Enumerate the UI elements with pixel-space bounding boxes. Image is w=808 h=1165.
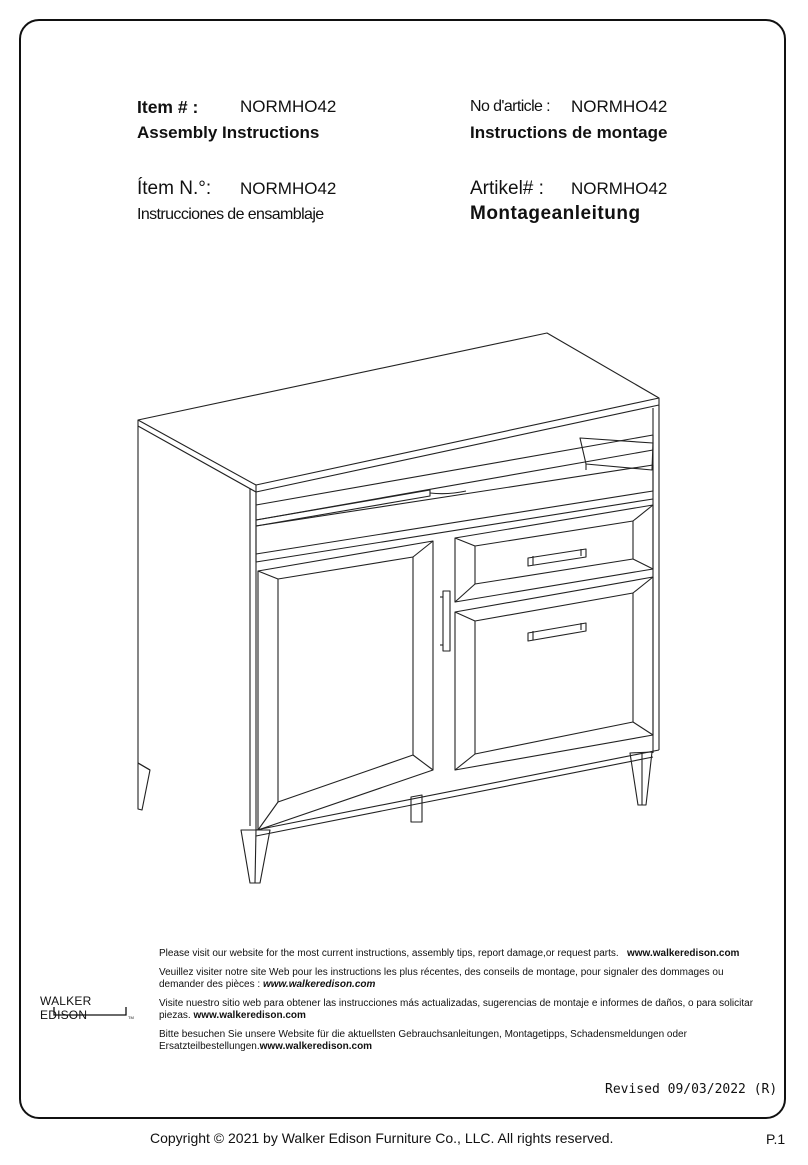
website-link-en[interactable]: www.walkeredison.com — [627, 948, 740, 959]
item-number-value-fr: NORMHO42 — [571, 97, 668, 116]
page-number: P.1 — [766, 1131, 786, 1147]
website-notes — [159, 948, 767, 1060]
note-fr-text: Veuillez visiter notre site Web pour les instructions les plus récentes, des conseils de montage, pour signaler des dommages ou demander des pièces : — [159, 966, 724, 990]
logo-underline-icon — [40, 990, 140, 1020]
item-number-label-de: Artikel# : — [470, 178, 544, 199]
note-en-text: Please visit our website for the most current instructions, assembly tips, report damage,or request parts. — [159, 948, 619, 959]
assembly-instructions-title-es: Instrucciones de ensamblaje — [137, 206, 324, 223]
logo-trademark: TM — [128, 1015, 134, 1020]
logo-text: WALKER EDISON — [40, 994, 92, 1022]
assembly-instructions-title-de: Montageanleitung — [470, 203, 641, 224]
note-de-text: Bitte besuchen Sie unsere Website für die aktuellsten Gebrauchsanleitungen, Montagetipps, Schadensmeldungen oder Ersatzteilbestellungen. — [159, 1028, 687, 1052]
revised-date: Revised 09/03/2022 (R) — [605, 1082, 778, 1097]
assembly-instructions-title-en: Assembly Instructions — [137, 123, 320, 142]
website-link-de[interactable]: www.walkeredison.com — [259, 1041, 373, 1052]
assembly-instructions-title-fr: Instructions de montage — [470, 123, 668, 142]
note-en — [159, 948, 767, 961]
website-link-fr[interactable]: www.walkeredison.com — [262, 979, 376, 990]
copyright-text: Copyright © 2021 by Walker Edison Furniture Co., LLC. All rights reserved. — [150, 1130, 614, 1146]
note-de — [159, 1029, 767, 1054]
website-link-es[interactable]: www.walkeredison.com — [193, 1010, 306, 1021]
item-number-label-en: Item # : — [137, 97, 199, 117]
item-number-value-de: NORMHO42 — [571, 179, 668, 198]
cabinet-line-drawing — [130, 325, 675, 895]
item-number-value-en: NORMHO42 — [240, 97, 337, 116]
item-number-label-es: Ítem N.°: — [137, 178, 212, 199]
note-es — [159, 998, 767, 1023]
note-fr — [159, 967, 767, 992]
walker-edison-logo — [40, 990, 140, 1020]
note-es-text: Visite nuestro sitio web para obtener las instrucciones más actualizadas, sugerencias de montaje e informes de daños, o para solicitar piezas. — [159, 997, 754, 1021]
item-number-label-fr: No d'article : — [470, 98, 551, 115]
item-number-value-es: NORMHO42 — [240, 179, 337, 198]
